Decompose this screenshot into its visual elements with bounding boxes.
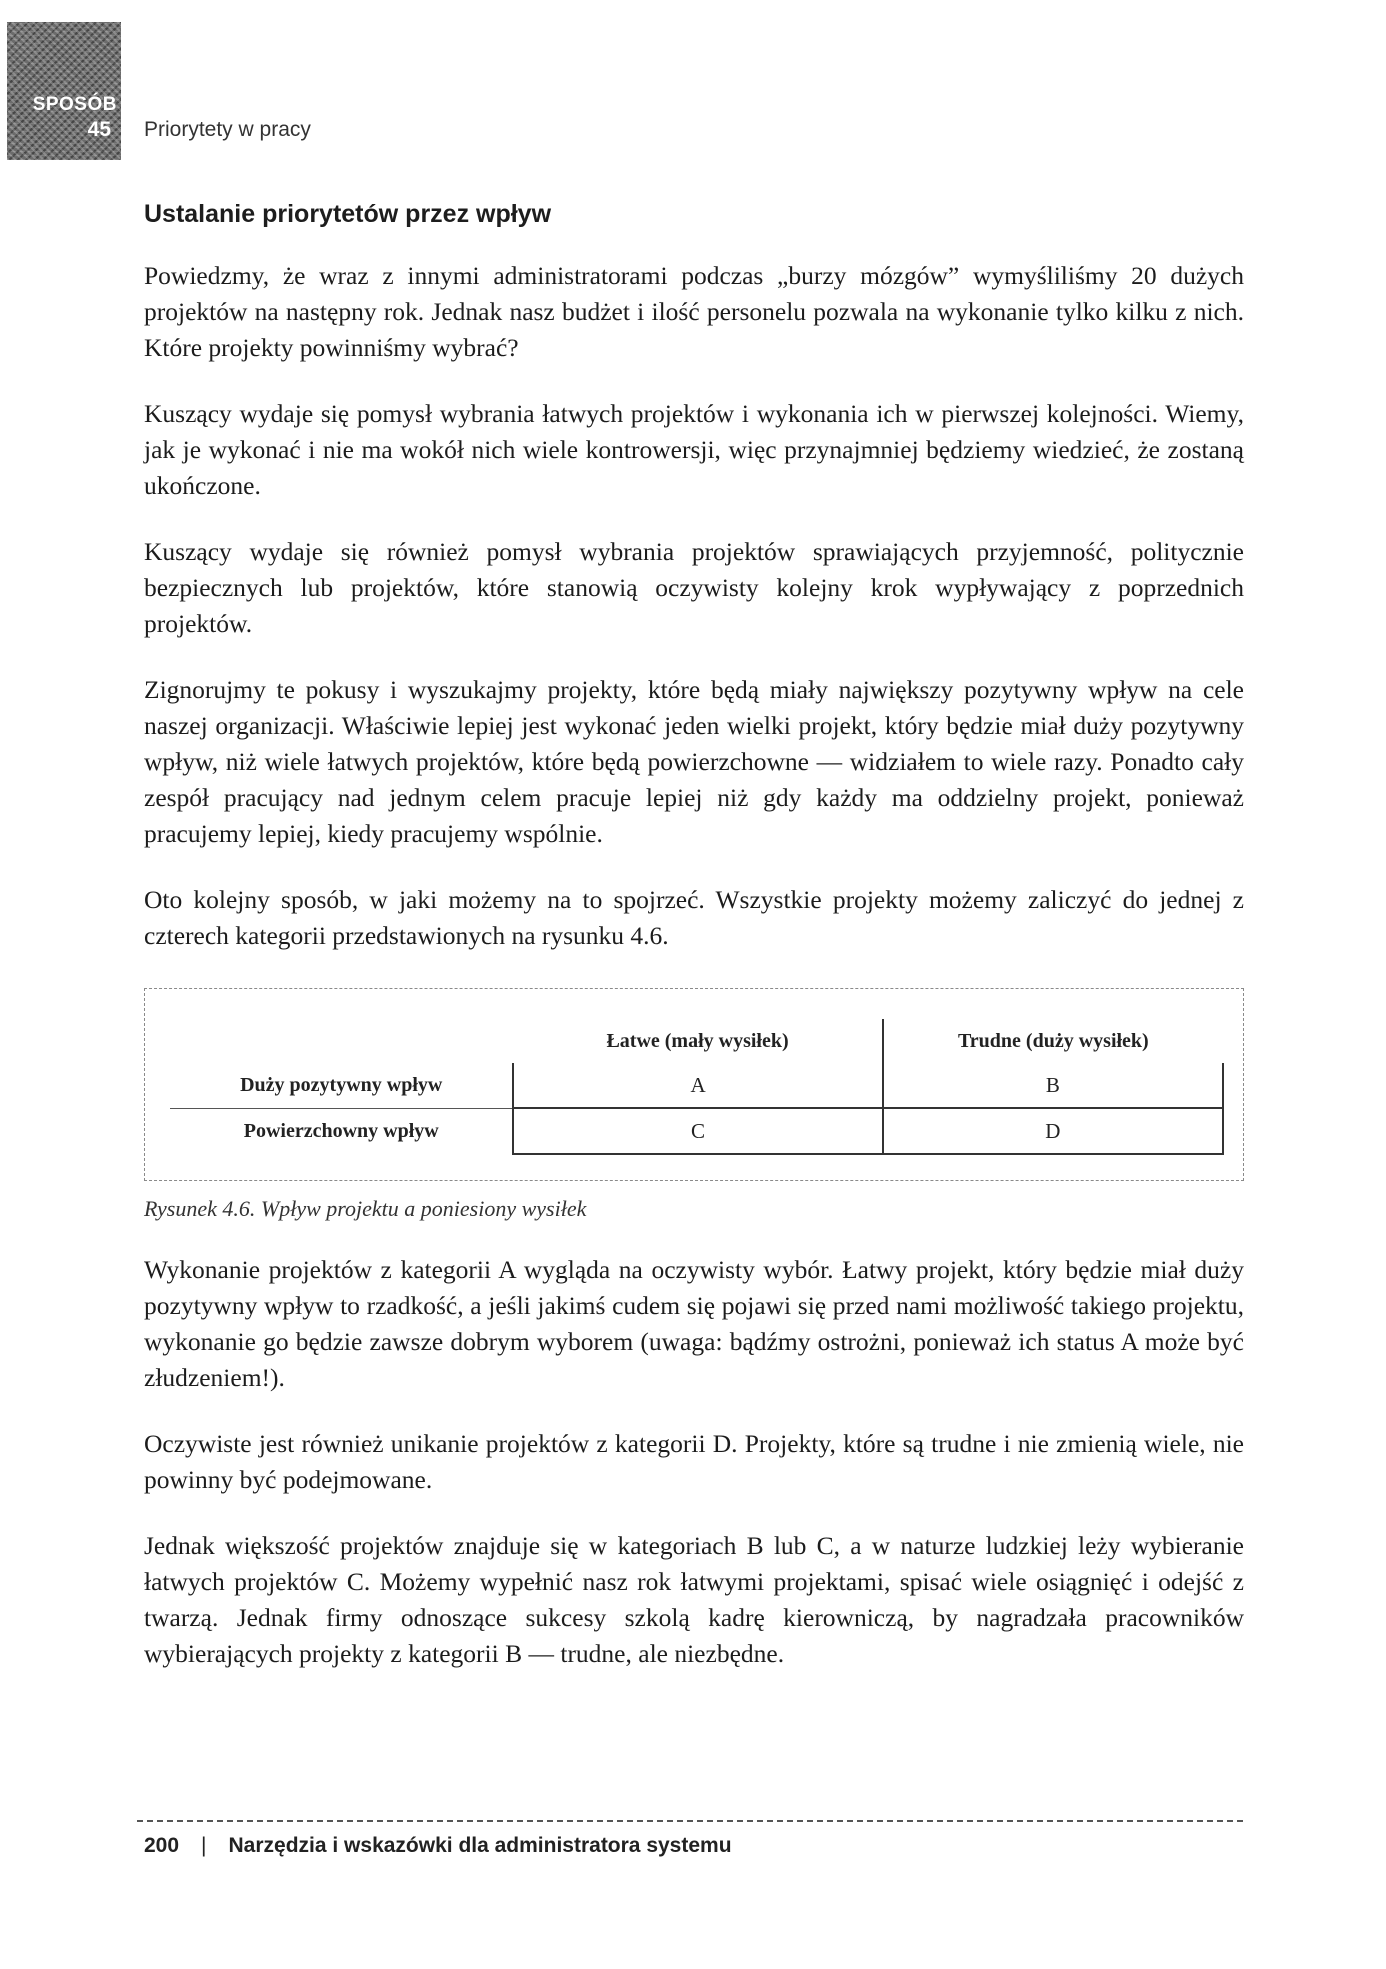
badge-number: 45 (87, 118, 111, 141)
footer-separator: | (201, 1834, 207, 1857)
col-header-easy: Łatwe (mały wysiłek) (513, 1019, 882, 1063)
cell-b: B (883, 1063, 1223, 1108)
page-footer (144, 1834, 732, 1858)
paragraph-1: Powiedzmy, że wraz z innymi administratorami podczas „burzy mózgów” wymyśliliśmy 20 dużych projektów na następny rok. Jednak nasz budżet i ilość personelu pozwala na wykonanie tylko kilku z nich. Które projekty powinniśmy wybrać? (144, 261, 1244, 362)
impact-effort-matrix (170, 1019, 1224, 1155)
matrix-corner (170, 1019, 513, 1063)
badge-word: SPOSÓB (32, 94, 117, 115)
col-header-hard: Trudne (duży wysiłek) (957, 1029, 1149, 1052)
page-number: 200 (144, 1834, 180, 1857)
paragraph-3: Kuszący wydaje się również pomysł wybrania projektów sprawiających przyjemność, politycznie bezpiecznych lub projektów, które stanowią oczywisty kolejny krok wypływający z poprzednich projektów. (144, 537, 1244, 638)
matrix-row (170, 1063, 1223, 1108)
matrix-header-row (170, 1019, 1223, 1063)
paragraph-4: Zignorujmy te pokusy i wyszukajmy projekty, które będą miały największy pozytywny wpływ na cele naszej organizacji. Właściwie lepiej jest wykonać jeden wielki projekt, który będzie miał duży pozytywny wpływ, niż wiele łatwych projektów, które będą powierzchowne — widziałem to wiele razy. Ponadto cały zespół pracujący nad jednym celem pracuje lepiej niż gdy każdy ma oddzielny projekt, ponieważ pracujemy lepiej, kiedy pracujemy wspólnie. (144, 675, 1244, 848)
body-text-bottom (144, 1252, 1244, 1702)
cell-c: C (513, 1108, 882, 1154)
paragraph-5: Oto kolejny sposób, w jaki możemy na to spojrzeć. Wszystkie projekty możemy zaliczyć do jednej z czterech kategorii przedstawionych na rysunku 4.6. (144, 885, 1244, 950)
figure-caption: Rysunek 4.6. Wpływ projektu a poniesiony wysiłek (144, 1196, 587, 1221)
body-text-top (144, 258, 1244, 984)
matrix-row (170, 1108, 1223, 1154)
paragraph-7: Oczywiste jest również unikanie projektów z kategorii D. Projekty, które są trudne i nie zmienią wiele, nie powinny być podejmowane. (144, 1429, 1244, 1494)
cell-d: D (883, 1108, 1223, 1154)
paragraph-2: Kuszący wydaje się pomysł wybrania łatwych projektów i wykonania ich w pierwszej kolejności. Wiemy, jak je wykonać i nie ma wokół nich wiele kontrowersji, więc przynajmniej będziemy wiedzieć, że zostaną ukończone. (144, 399, 1244, 500)
footer-rule (137, 1820, 1243, 1822)
chapter-badge (7, 22, 121, 160)
row-label-low-impact: Powierzchowny wpływ (243, 1119, 439, 1142)
running-head: Priorytety w pracy (144, 118, 311, 141)
section-title: Ustalanie priorytetów przez wpływ (144, 200, 552, 228)
row-label-high-impact: Duży pozytywny wpływ (170, 1063, 513, 1108)
paragraph-6: Wykonanie projektów z kategorii A wygląda na oczywisty wybór. Łatwy projekt, który będzie miał duży pozytywny wpływ to rzadkość, a jeśli jakimś cudem się pojawi się przed nami możliwość takiego projektu, wykonanie go będzie zawsze dobrym wyborem (uwaga: bądźmy ostrożni, ponieważ ich status A może być złudzeniem!). (144, 1255, 1244, 1392)
paragraph-8: Jednak większość projektów znajduje się w kategoriach B lub C, a w naturze ludzkiej leży wybieranie łatwych projektów C. Możemy wypełnić nasz rok łatwymi projektami, spisać wiele osiągnięć i odejść z twarzą. Jednak firmy odnoszące sukcesy szkolą kadrę kierowniczą, by nagradzała pracowników wybierających projekty z kategorii B — trudne, ale niezbędne. (144, 1531, 1244, 1668)
figure-4-6 (144, 988, 1244, 1181)
book-title: Narzędzia i wskazówki dla administratora systemu (228, 1834, 732, 1857)
cell-a: A (513, 1063, 882, 1108)
